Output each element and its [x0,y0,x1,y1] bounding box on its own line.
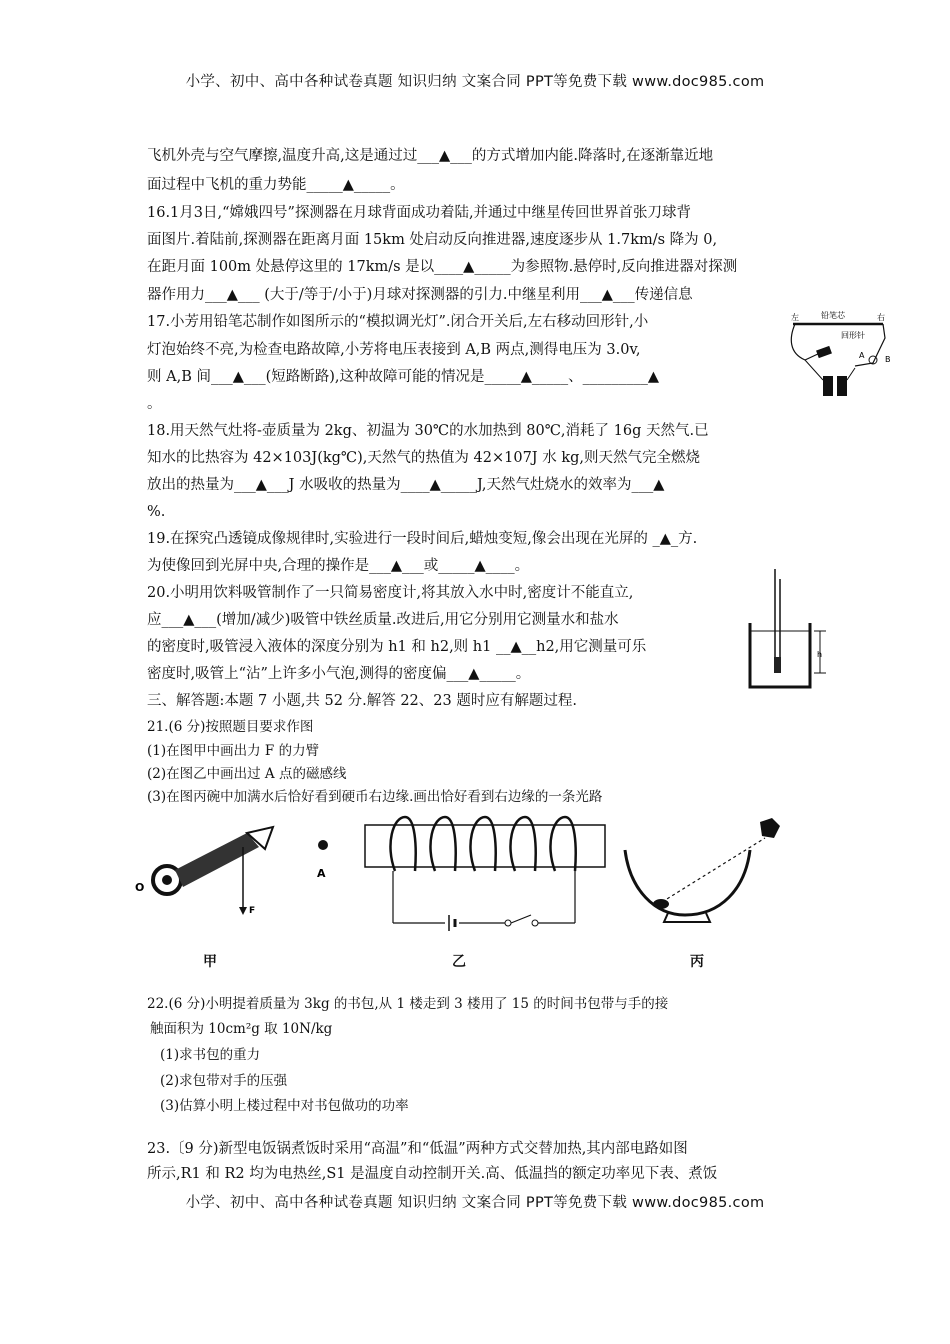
force-f-label: F [249,906,256,916]
bowl [625,850,750,915]
page-header: 小学、初中、高中各种试卷真题 知识归纳 文案合同 PPT等免费下载 www.doc985.com [185,74,765,90]
left-label: 左 [791,313,799,322]
solenoid-core [365,825,605,867]
point-a-dot [318,840,328,850]
text-line: 触面积为 10cm²g 取 10N/kg [150,1021,333,1037]
text-line: (2)在图乙中画出过 A 点的磁感线 [147,766,347,782]
point-b-label: B [885,355,891,364]
q22-line: 22.(6 分)小明提着质量为 3kg 的书包,从 1 楼走到 3 楼用了 15 的时间书包带与手的接 [147,996,669,1012]
text-line: 灯泡始终不亮,为检查电路故障,小芳将电压表接到 A,B 两点,测得电压为 3.0v, [147,342,641,358]
eye-icon [760,818,780,838]
paper-clip [816,346,832,358]
q21-line: 21.(6 分)按照题目要求作图 [147,719,314,735]
q23-line: 23.〔9 分)新型电饭锅煮饭时采用“高温”和“低温”两种方式交替加热,其内部电路如图 [147,1141,688,1157]
pencil-core-label: 铅笔芯 [821,311,845,320]
text-line: 在距月面 100m 处悬停这里的 17km/s 是以____▲_____为参照物.悬停时,反向推进器对探测 [147,259,738,275]
q21-figure-jia [135,825,280,920]
sight-line [662,838,765,902]
q21-figure-yi [305,815,615,935]
point-a-label: A [859,351,865,360]
text-line: 知水的比热容为 42×103J(kg℃),天然气的热值为 42×107J 水 kg,则天然气完全燃烧 [147,450,701,466]
text-line: (1)在图甲中画出力 F 的力臂 [147,743,320,759]
q20-densimeter-figure [742,565,832,693]
text-line: 放出的热量为___▲___J 水吸收的热量为____▲_____J,天然气灶烧水的效率为___▲ [147,477,665,493]
text-line: (2)求包带对手的压强 [160,1073,288,1089]
text-line: 器作用力___▲___ (大于/等于/小于)月球对探测器的引力.中继星利用___▲___传递信息 [147,287,693,303]
right-label: 右 [877,313,885,322]
q20-line: 20.小明用饮料吸管制作了一只简易密度计,将其放入水中时,密度计不能直立, [147,585,634,601]
battery-2 [837,376,847,396]
section-heading: 三、解答题:本题 7 小题,共 52 分.解答 22、23 题时应有解题过程. [147,693,577,709]
text-line: (3)估算小明上楼过程中对书包做功的功率 [160,1098,409,1114]
text-line: 应___▲___(增加/减少)吸管中铁丝质量.改进后,用它分别用它测量水和盐水 [147,612,619,628]
clip-label: 回形针 [841,331,865,340]
figure-jia-label: 甲 [203,954,217,970]
q21-figure-bing [610,810,790,930]
text-line: (1)求书包的重力 [160,1047,261,1063]
text-line: 。 [147,396,162,412]
text-line: 则 A,B 间___▲___(短路断路),这种故障可能的情况是_____▲_____、_________▲ [147,369,660,385]
text-line: 面图片.着陆前,探测器在距离月面 15km 处启动反向推进器,速度逐步从 1.7km/s 降为 0, [147,232,718,248]
figure-bing-label: 丙 [690,954,704,970]
text-line: %. [147,504,166,520]
q17-line: 17.小芳用铅笔芯制作如图所示的“模拟调光灯”.闭合开关后,左右移动回形针,小 [147,314,649,330]
iron-wire [774,657,781,673]
text-line: 面过程中飞机的重力势能_____▲_____。 [147,177,405,193]
switch [511,915,531,923]
text-line: (3)在图丙碗中加满水后恰好看到硬币右边缘.画出恰好看到右边缘的一条光路 [147,789,603,805]
wrench-handle [175,833,259,887]
text-line: 密度时,吸管上“沾”上许多小气泡,测得的密度偏___▲_____。 [147,666,531,682]
q18-line: 18.用天然气灶将-壶质量为 2kg、初温为 30℃的水加热到 80℃,消耗了 16g 天然气.已 [147,423,709,439]
text-line: 的密度时,吸管浸入液体的深度分别为 h1 和 h2,则 h1 __▲__h2,用它测量可乐 [147,639,647,655]
q16-line: 16.1月3日,“嫦娥四号”探测器在月球背面成功着陆,并通过中继星传回世界首张刀球背 [147,205,692,221]
text-line: 为使像回到光屏中央,合理的操作是___▲___或_____▲____。 [147,558,530,574]
battery-1 [823,376,833,396]
depth-label: h [817,650,823,659]
text-line: 飞机外壳与空气摩擦,温度升高,这是通过过___▲___的方式增加内能.降落时,在逐渐靠近地 [147,148,714,164]
coin [653,899,669,909]
q19-line: 19.在探究凸透镜成像规律时,实验进行一段时间后,蜡烛变短,像会出现在光屏的 _▲_方. [147,531,698,547]
text-line: 所示,R1 和 R2 均为电热丝,S1 是温度自动控制开关.高、低温挡的额定功率见下表、煮饭 [147,1166,718,1182]
page-footer: 小学、初中、高中各种试卷真题 知识归纳 文案合同 PPT等免费下载 www.doc985.com [185,1195,765,1211]
q17-circuit-figure [785,308,900,400]
figure-yi-label: 乙 [452,954,466,970]
pivot-o-label: O [135,881,145,894]
point-a-label: A [317,867,326,880]
